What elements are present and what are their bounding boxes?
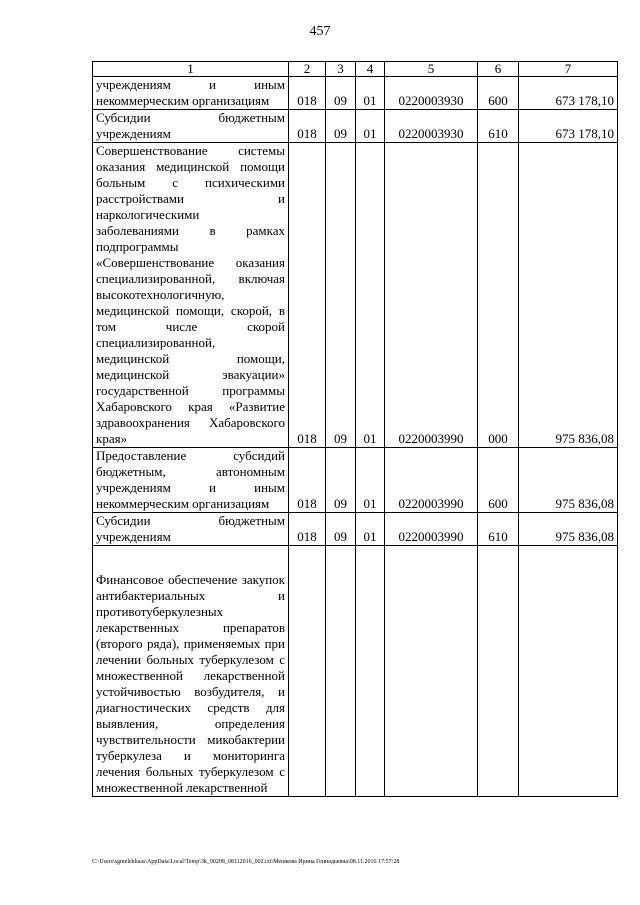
cell-section: 09 bbox=[326, 110, 356, 143]
cell-target-article: 0220003990 bbox=[385, 448, 478, 513]
table-row bbox=[93, 448, 618, 513]
cell-section: 09 bbox=[326, 448, 356, 513]
column-header: 6 bbox=[478, 62, 519, 77]
row-name: Субсидии бюджетным учреждениям bbox=[93, 513, 289, 546]
table-row bbox=[93, 546, 618, 797]
row-name: Совершенствование системы оказания медицинской помощи больным с психическими расстройствами и наркологическими заболеваниями в рамках подпрограммы «Совершенствование оказания специализированной, включая высокотехнологичную, медицинской помощи, скорой, в том числе скорой специализированной, медицинской помощи, медицинской эвакуации» государственной программы Хабаровского края «Развитие здравоохранения Хабаровского края» bbox=[93, 143, 289, 448]
cell-subsection: 01 bbox=[356, 448, 385, 513]
row-name: Субсидии бюджетным учреждениям bbox=[93, 110, 289, 143]
column-header: 3 bbox=[326, 62, 356, 77]
cell-amount bbox=[519, 546, 618, 797]
row-name: Предоставление субсидий бюджетным, автономным учреждениям и иным некоммерческим организациям bbox=[93, 448, 289, 513]
table-row bbox=[93, 143, 618, 448]
column-header: 7 bbox=[519, 62, 618, 77]
column-header: 4 bbox=[356, 62, 385, 77]
cell-section: 09 bbox=[326, 513, 356, 546]
cell-subsection: 01 bbox=[356, 77, 385, 110]
table-row bbox=[93, 110, 618, 143]
cell-section: 09 bbox=[326, 143, 356, 448]
budget-table bbox=[92, 61, 618, 797]
cell-section bbox=[326, 546, 356, 797]
row-name: учреждениям и иным некоммерческим организациям bbox=[93, 77, 289, 110]
cell-expense-type bbox=[478, 546, 519, 797]
cell-amount: 975 836,08 bbox=[519, 143, 618, 448]
page-number: 457 bbox=[309, 24, 331, 39]
cell-expense-type: 610 bbox=[478, 513, 519, 546]
file-path-footer: C:\Users\sgmelekhaas\AppData\Local\Temp\3k_00208_08112016_002.txt\Мешкова Ирина Геннадьевна\08.11.2016 17:57:28 bbox=[92, 859, 400, 865]
cell-amount: 673 178,10 bbox=[519, 110, 618, 143]
cell-ministry: 018 bbox=[289, 513, 326, 546]
cell-expense-type: 600 bbox=[478, 448, 519, 513]
table-header-row bbox=[93, 62, 618, 77]
cell-expense-type: 000 bbox=[478, 143, 519, 448]
cell-subsection: 01 bbox=[356, 110, 385, 143]
cell-amount: 975 836,08 bbox=[519, 513, 618, 546]
cell-subsection bbox=[356, 546, 385, 797]
table-row bbox=[93, 77, 618, 110]
cell-target-article: 0220003930 bbox=[385, 77, 478, 110]
cell-expense-type: 610 bbox=[478, 110, 519, 143]
row-name: Финансовое обеспечение закупок антибактериальных и противотуберкулезных лекарственных препаратов (второго ряда), применяемых при лечении больных туберкулезом с множественной лекарственной устойчивостью возбудителя, и диагностических средств для выявления, определения чувствительности микобактерии туберкулеза и мониторинга лечения больных туберкулезом с множественной лекарственной bbox=[93, 546, 289, 797]
cell-ministry: 018 bbox=[289, 110, 326, 143]
cell-target-article: 0220003990 bbox=[385, 143, 478, 448]
cell-subsection: 01 bbox=[356, 513, 385, 546]
cell-ministry: 018 bbox=[289, 77, 326, 110]
cell-amount: 673 178,10 bbox=[519, 77, 618, 110]
column-header: 5 bbox=[385, 62, 478, 77]
column-header: 1 bbox=[93, 62, 289, 77]
cell-target-article: 0220003990 bbox=[385, 513, 478, 546]
cell-ministry bbox=[289, 546, 326, 797]
cell-expense-type: 600 bbox=[478, 77, 519, 110]
cell-section: 09 bbox=[326, 77, 356, 110]
cell-target-article bbox=[385, 546, 478, 797]
cell-ministry: 018 bbox=[289, 448, 326, 513]
cell-target-article: 0220003930 bbox=[385, 110, 478, 143]
column-header: 2 bbox=[289, 62, 326, 77]
cell-subsection: 01 bbox=[356, 143, 385, 448]
cell-ministry: 018 bbox=[289, 143, 326, 448]
cell-amount: 975 836,08 bbox=[519, 448, 618, 513]
table-row bbox=[93, 513, 618, 546]
